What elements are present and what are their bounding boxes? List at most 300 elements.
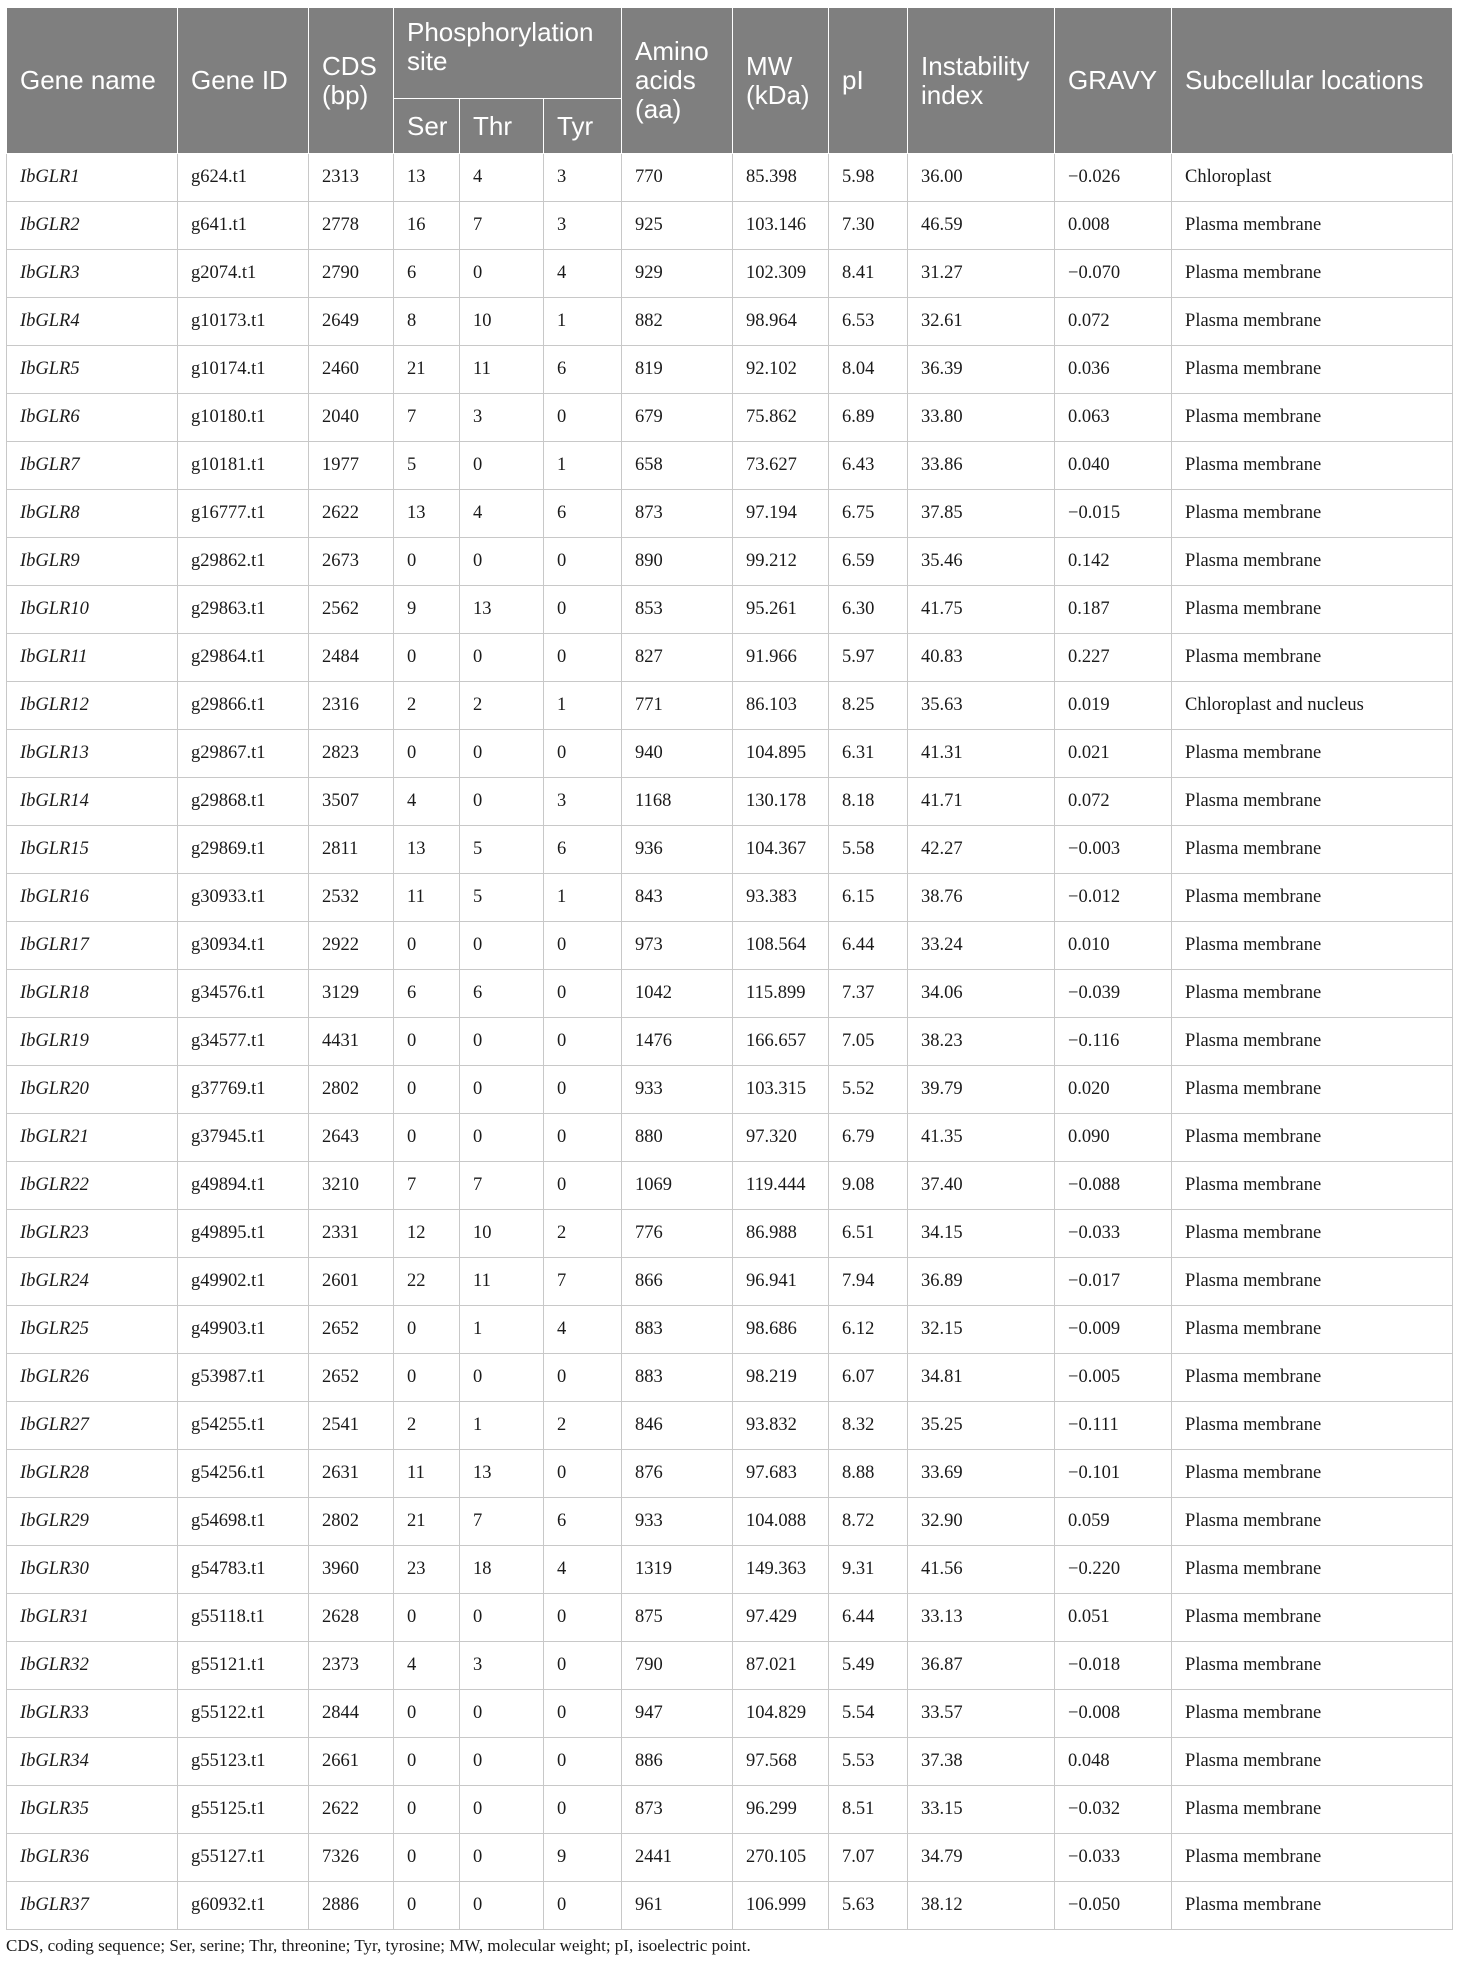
cell-molecular-weight: 103.146 [733, 202, 829, 250]
cell-gene-name: IbGLR16 [7, 874, 178, 922]
header-mw: MW (kDa) [733, 8, 829, 154]
cell-ser-count: 16 [394, 202, 460, 250]
cell-thr-count: 0 [460, 1882, 544, 1930]
cell-gene-id: g55125.t1 [178, 1786, 309, 1834]
cell-cds-length: 2790 [309, 250, 394, 298]
cell-amino-acids: 1168 [622, 778, 733, 826]
cell-amino-acids: 679 [622, 394, 733, 442]
cell-instability-index: 33.80 [908, 394, 1055, 442]
table-row [7, 1402, 1453, 1450]
header-amino-acids: Amino acids (aa) [622, 8, 733, 154]
cell-thr-count: 10 [460, 298, 544, 346]
cell-gravy: 0.048 [1055, 1738, 1172, 1786]
cell-gene-name: IbGLR17 [7, 922, 178, 970]
cell-gravy: −0.039 [1055, 970, 1172, 1018]
cell-amino-acids: 819 [622, 346, 733, 394]
cell-gravy: 0.187 [1055, 586, 1172, 634]
cell-gravy: 0.063 [1055, 394, 1172, 442]
cell-isoelectric-point: 8.32 [829, 1402, 908, 1450]
header-ser: Ser [394, 99, 460, 154]
cell-gene-id: g37945.t1 [178, 1114, 309, 1162]
cell-thr-count: 0 [460, 1018, 544, 1066]
cell-gene-id: g29866.t1 [178, 682, 309, 730]
cell-gene-name: IbGLR25 [7, 1306, 178, 1354]
cell-gene-id: g30934.t1 [178, 922, 309, 970]
cell-subcellular-location: Plasma membrane [1172, 826, 1453, 874]
cell-gravy: −0.033 [1055, 1210, 1172, 1258]
cell-molecular-weight: 87.021 [733, 1642, 829, 1690]
cell-instability-index: 35.63 [908, 682, 1055, 730]
cell-isoelectric-point: 7.94 [829, 1258, 908, 1306]
cell-isoelectric-point: 6.53 [829, 298, 908, 346]
cell-tyr-count: 0 [544, 1882, 622, 1930]
cell-molecular-weight: 75.862 [733, 394, 829, 442]
cell-instability-index: 39.79 [908, 1066, 1055, 1114]
cell-instability-index: 33.24 [908, 922, 1055, 970]
cell-instability-index: 34.06 [908, 970, 1055, 1018]
table-row [7, 682, 1453, 730]
cell-tyr-count: 0 [544, 394, 622, 442]
cell-isoelectric-point: 5.97 [829, 634, 908, 682]
cell-thr-count: 0 [460, 730, 544, 778]
cell-thr-count: 0 [460, 1690, 544, 1738]
cell-ser-count: 0 [394, 1690, 460, 1738]
cell-gene-id: g30933.t1 [178, 874, 309, 922]
cell-gene-id: g49895.t1 [178, 1210, 309, 1258]
cell-isoelectric-point: 8.51 [829, 1786, 908, 1834]
table-row [7, 1834, 1453, 1882]
cell-subcellular-location: Plasma membrane [1172, 1594, 1453, 1642]
header-phosphorylation-site: Phosphorylation site [394, 8, 622, 99]
cell-ser-count: 8 [394, 298, 460, 346]
cell-isoelectric-point: 8.72 [829, 1498, 908, 1546]
cell-gravy: 0.020 [1055, 1066, 1172, 1114]
cell-ser-count: 7 [394, 394, 460, 442]
cell-cds-length: 1977 [309, 442, 394, 490]
cell-amino-acids: 973 [622, 922, 733, 970]
cell-amino-acids: 866 [622, 1258, 733, 1306]
cell-amino-acids: 843 [622, 874, 733, 922]
cell-tyr-count: 0 [544, 1690, 622, 1738]
cell-isoelectric-point: 6.30 [829, 586, 908, 634]
cell-molecular-weight: 95.261 [733, 586, 829, 634]
cell-isoelectric-point: 7.37 [829, 970, 908, 1018]
cell-gene-name: IbGLR26 [7, 1354, 178, 1402]
cell-amino-acids: 1476 [622, 1018, 733, 1066]
cell-cds-length: 2886 [309, 1882, 394, 1930]
cell-amino-acids: 770 [622, 154, 733, 202]
cell-amino-acids: 2441 [622, 1834, 733, 1882]
cell-amino-acids: 771 [622, 682, 733, 730]
cell-gravy: −0.070 [1055, 250, 1172, 298]
cell-instability-index: 35.25 [908, 1402, 1055, 1450]
cell-isoelectric-point: 7.30 [829, 202, 908, 250]
cell-instability-index: 38.12 [908, 1882, 1055, 1930]
cell-instability-index: 41.56 [908, 1546, 1055, 1594]
header-gene-name: Gene name [7, 8, 178, 154]
cell-molecular-weight: 97.683 [733, 1450, 829, 1498]
cell-molecular-weight: 270.105 [733, 1834, 829, 1882]
cell-cds-length: 2844 [309, 1690, 394, 1738]
cell-ser-count: 0 [394, 922, 460, 970]
cell-thr-count: 5 [460, 826, 544, 874]
cell-subcellular-location: Plasma membrane [1172, 922, 1453, 970]
cell-isoelectric-point: 6.89 [829, 394, 908, 442]
cell-molecular-weight: 97.320 [733, 1114, 829, 1162]
cell-thr-count: 0 [460, 1834, 544, 1882]
cell-isoelectric-point: 5.52 [829, 1066, 908, 1114]
cell-subcellular-location: Plasma membrane [1172, 634, 1453, 682]
cell-gene-id: g624.t1 [178, 154, 309, 202]
cell-tyr-count: 0 [544, 1066, 622, 1114]
cell-tyr-count: 4 [544, 1306, 622, 1354]
cell-subcellular-location: Plasma membrane [1172, 442, 1453, 490]
cell-subcellular-location: Plasma membrane [1172, 730, 1453, 778]
cell-thr-count: 0 [460, 1594, 544, 1642]
cell-subcellular-location: Plasma membrane [1172, 346, 1453, 394]
cell-ser-count: 11 [394, 1450, 460, 1498]
cell-gene-id: g49903.t1 [178, 1306, 309, 1354]
cell-amino-acids: 776 [622, 1210, 733, 1258]
table-row [7, 1114, 1453, 1162]
cell-gravy: −0.009 [1055, 1306, 1172, 1354]
cell-gene-name: IbGLR34 [7, 1738, 178, 1786]
cell-subcellular-location: Plasma membrane [1172, 538, 1453, 586]
cell-gravy: −0.101 [1055, 1450, 1172, 1498]
cell-ser-count: 4 [394, 1642, 460, 1690]
cell-thr-count: 7 [460, 202, 544, 250]
table-body [7, 154, 1453, 1930]
cell-gravy: −0.005 [1055, 1354, 1172, 1402]
cell-gene-name: IbGLR15 [7, 826, 178, 874]
cell-gravy: −0.012 [1055, 874, 1172, 922]
cell-gene-id: g29864.t1 [178, 634, 309, 682]
cell-cds-length: 3960 [309, 1546, 394, 1594]
cell-ser-count: 9 [394, 586, 460, 634]
cell-ser-count: 0 [394, 1834, 460, 1882]
cell-molecular-weight: 104.895 [733, 730, 829, 778]
cell-gravy: −0.017 [1055, 1258, 1172, 1306]
cell-subcellular-location: Plasma membrane [1172, 1258, 1453, 1306]
cell-gene-id: g29868.t1 [178, 778, 309, 826]
cell-tyr-count: 6 [544, 346, 622, 394]
cell-gene-name: IbGLR28 [7, 1450, 178, 1498]
cell-gene-id: g10180.t1 [178, 394, 309, 442]
cell-subcellular-location: Chloroplast and nucleus [1172, 682, 1453, 730]
cell-gene-id: g29862.t1 [178, 538, 309, 586]
cell-gene-id: g54255.t1 [178, 1402, 309, 1450]
cell-ser-count: 23 [394, 1546, 460, 1594]
cell-instability-index: 33.57 [908, 1690, 1055, 1738]
cell-gene-id: g54256.t1 [178, 1450, 309, 1498]
cell-cds-length: 2484 [309, 634, 394, 682]
cell-subcellular-location: Chloroplast [1172, 154, 1453, 202]
cell-subcellular-location: Plasma membrane [1172, 1834, 1453, 1882]
cell-amino-acids: 827 [622, 634, 733, 682]
cell-gravy: −0.088 [1055, 1162, 1172, 1210]
cell-ser-count: 0 [394, 1882, 460, 1930]
table-header [7, 8, 1453, 154]
table-row [7, 346, 1453, 394]
cell-isoelectric-point: 6.12 [829, 1306, 908, 1354]
cell-gene-name: IbGLR3 [7, 250, 178, 298]
table-row [7, 1162, 1453, 1210]
cell-tyr-count: 9 [544, 1834, 622, 1882]
table-row [7, 1258, 1453, 1306]
cell-gravy: −0.116 [1055, 1018, 1172, 1066]
cell-gene-name: IbGLR22 [7, 1162, 178, 1210]
cell-thr-count: 18 [460, 1546, 544, 1594]
cell-thr-count: 10 [460, 1210, 544, 1258]
cell-cds-length: 3210 [309, 1162, 394, 1210]
cell-isoelectric-point: 8.88 [829, 1450, 908, 1498]
cell-thr-count: 0 [460, 1786, 544, 1834]
cell-gravy: −0.220 [1055, 1546, 1172, 1594]
cell-subcellular-location: Plasma membrane [1172, 1306, 1453, 1354]
cell-gene-id: g54698.t1 [178, 1498, 309, 1546]
cell-thr-count: 0 [460, 634, 544, 682]
cell-subcellular-location: Plasma membrane [1172, 1498, 1453, 1546]
cell-gene-name: IbGLR4 [7, 298, 178, 346]
cell-cds-length: 2316 [309, 682, 394, 730]
cell-tyr-count: 0 [544, 1354, 622, 1402]
cell-gene-id: g60932.t1 [178, 1882, 309, 1930]
cell-gene-id: g55118.t1 [178, 1594, 309, 1642]
cell-gravy: −0.018 [1055, 1642, 1172, 1690]
table-row [7, 826, 1453, 874]
cell-subcellular-location: Plasma membrane [1172, 1210, 1453, 1258]
cell-gene-name: IbGLR20 [7, 1066, 178, 1114]
cell-subcellular-location: Plasma membrane [1172, 1450, 1453, 1498]
cell-tyr-count: 0 [544, 1450, 622, 1498]
cell-ser-count: 0 [394, 1018, 460, 1066]
cell-amino-acids: 933 [622, 1066, 733, 1114]
table-row [7, 1210, 1453, 1258]
cell-ser-count: 11 [394, 874, 460, 922]
cell-subcellular-location: Plasma membrane [1172, 1690, 1453, 1738]
cell-cds-length: 2631 [309, 1450, 394, 1498]
cell-molecular-weight: 108.564 [733, 922, 829, 970]
cell-gravy: 0.040 [1055, 442, 1172, 490]
cell-ser-count: 0 [394, 1114, 460, 1162]
cell-isoelectric-point: 5.58 [829, 826, 908, 874]
header-gravy: GRAVY [1055, 8, 1172, 154]
cell-thr-count: 0 [460, 922, 544, 970]
cell-tyr-count: 1 [544, 442, 622, 490]
cell-subcellular-location: Plasma membrane [1172, 1738, 1453, 1786]
header-thr: Thr [460, 99, 544, 154]
cell-instability-index: 34.15 [908, 1210, 1055, 1258]
cell-ser-count: 7 [394, 1162, 460, 1210]
cell-molecular-weight: 149.363 [733, 1546, 829, 1594]
cell-gravy: 0.021 [1055, 730, 1172, 778]
cell-isoelectric-point: 5.54 [829, 1690, 908, 1738]
cell-instability-index: 32.61 [908, 298, 1055, 346]
cell-isoelectric-point: 5.49 [829, 1642, 908, 1690]
cell-tyr-count: 1 [544, 298, 622, 346]
cell-cds-length: 2622 [309, 490, 394, 538]
cell-amino-acids: 929 [622, 250, 733, 298]
cell-tyr-count: 0 [544, 586, 622, 634]
cell-amino-acids: 883 [622, 1354, 733, 1402]
cell-isoelectric-point: 7.05 [829, 1018, 908, 1066]
cell-gene-id: g34576.t1 [178, 970, 309, 1018]
cell-thr-count: 1 [460, 1402, 544, 1450]
cell-gene-name: IbGLR29 [7, 1498, 178, 1546]
cell-amino-acids: 846 [622, 1402, 733, 1450]
cell-cds-length: 4431 [309, 1018, 394, 1066]
cell-subcellular-location: Plasma membrane [1172, 778, 1453, 826]
cell-tyr-count: 0 [544, 634, 622, 682]
cell-instability-index: 38.23 [908, 1018, 1055, 1066]
cell-cds-length: 2802 [309, 1498, 394, 1546]
table-row [7, 1594, 1453, 1642]
cell-tyr-count: 1 [544, 682, 622, 730]
cell-tyr-count: 6 [544, 1498, 622, 1546]
cell-ser-count: 4 [394, 778, 460, 826]
cell-ser-count: 6 [394, 250, 460, 298]
cell-isoelectric-point: 5.98 [829, 154, 908, 202]
cell-cds-length: 2643 [309, 1114, 394, 1162]
cell-molecular-weight: 166.657 [733, 1018, 829, 1066]
cell-cds-length: 2601 [309, 1258, 394, 1306]
cell-gene-name: IbGLR27 [7, 1402, 178, 1450]
table-row [7, 1642, 1453, 1690]
cell-gravy: 0.051 [1055, 1594, 1172, 1642]
header-gene-id: Gene ID [178, 8, 309, 154]
cell-tyr-count: 4 [544, 250, 622, 298]
cell-gene-id: g37769.t1 [178, 1066, 309, 1114]
cell-instability-index: 31.27 [908, 250, 1055, 298]
cell-instability-index: 37.38 [908, 1738, 1055, 1786]
cell-cds-length: 2922 [309, 922, 394, 970]
cell-gene-id: g55122.t1 [178, 1690, 309, 1738]
cell-instability-index: 34.81 [908, 1354, 1055, 1402]
cell-gene-name: IbGLR35 [7, 1786, 178, 1834]
cell-cds-length: 3507 [309, 778, 394, 826]
cell-thr-count: 7 [460, 1498, 544, 1546]
cell-instability-index: 34.79 [908, 1834, 1055, 1882]
cell-gravy: 0.072 [1055, 298, 1172, 346]
cell-thr-count: 3 [460, 394, 544, 442]
cell-gravy: 0.059 [1055, 1498, 1172, 1546]
cell-gene-id: g53987.t1 [178, 1354, 309, 1402]
cell-thr-count: 0 [460, 250, 544, 298]
cell-subcellular-location: Plasma membrane [1172, 202, 1453, 250]
cell-molecular-weight: 73.627 [733, 442, 829, 490]
cell-gene-name: IbGLR21 [7, 1114, 178, 1162]
cell-thr-count: 0 [460, 442, 544, 490]
cell-cds-length: 2622 [309, 1786, 394, 1834]
cell-gene-name: IbGLR13 [7, 730, 178, 778]
cell-gravy: −0.015 [1055, 490, 1172, 538]
table-row [7, 1546, 1453, 1594]
gene-properties-table [6, 7, 1453, 1930]
cell-thr-count: 0 [460, 1738, 544, 1786]
cell-isoelectric-point: 9.08 [829, 1162, 908, 1210]
cell-instability-index: 38.76 [908, 874, 1055, 922]
cell-molecular-weight: 98.964 [733, 298, 829, 346]
cell-ser-count: 0 [394, 1738, 460, 1786]
cell-thr-count: 6 [460, 970, 544, 1018]
cell-cds-length: 7326 [309, 1834, 394, 1882]
table-row [7, 970, 1453, 1018]
cell-molecular-weight: 85.398 [733, 154, 829, 202]
cell-gravy: 0.227 [1055, 634, 1172, 682]
table-row [7, 394, 1453, 442]
cell-amino-acids: 1319 [622, 1546, 733, 1594]
table-row [7, 1066, 1453, 1114]
cell-subcellular-location: Plasma membrane [1172, 586, 1453, 634]
cell-cds-length: 2628 [309, 1594, 394, 1642]
header-subcellular-locations: Subcellular locations [1172, 8, 1453, 154]
table-row [7, 154, 1453, 202]
cell-instability-index: 33.15 [908, 1786, 1055, 1834]
cell-gravy: −0.111 [1055, 1402, 1172, 1450]
cell-ser-count: 13 [394, 490, 460, 538]
cell-molecular-weight: 86.988 [733, 1210, 829, 1258]
cell-instability-index: 41.31 [908, 730, 1055, 778]
cell-amino-acids: 875 [622, 1594, 733, 1642]
header-tyr: Tyr [544, 99, 622, 154]
cell-cds-length: 2649 [309, 298, 394, 346]
cell-instability-index: 35.46 [908, 538, 1055, 586]
cell-amino-acids: 880 [622, 1114, 733, 1162]
cell-instability-index: 32.90 [908, 1498, 1055, 1546]
cell-gene-name: IbGLR1 [7, 154, 178, 202]
table-row [7, 1738, 1453, 1786]
cell-thr-count: 0 [460, 778, 544, 826]
cell-molecular-weight: 103.315 [733, 1066, 829, 1114]
cell-isoelectric-point: 6.59 [829, 538, 908, 586]
cell-subcellular-location: Plasma membrane [1172, 1018, 1453, 1066]
cell-cds-length: 2532 [309, 874, 394, 922]
cell-amino-acids: 883 [622, 1306, 733, 1354]
cell-amino-acids: 882 [622, 298, 733, 346]
cell-molecular-weight: 104.088 [733, 1498, 829, 1546]
cell-isoelectric-point: 6.43 [829, 442, 908, 490]
cell-cds-length: 2673 [309, 538, 394, 586]
cell-cds-length: 2661 [309, 1738, 394, 1786]
cell-instability-index: 40.83 [908, 634, 1055, 682]
cell-cds-length: 2652 [309, 1306, 394, 1354]
cell-instability-index: 36.00 [908, 154, 1055, 202]
cell-ser-count: 0 [394, 634, 460, 682]
cell-ser-count: 0 [394, 1354, 460, 1402]
cell-instability-index: 36.89 [908, 1258, 1055, 1306]
cell-subcellular-location: Plasma membrane [1172, 1642, 1453, 1690]
cell-molecular-weight: 96.299 [733, 1786, 829, 1834]
cell-tyr-count: 0 [544, 730, 622, 778]
cell-instability-index: 33.13 [908, 1594, 1055, 1642]
cell-gene-id: g29867.t1 [178, 730, 309, 778]
table-row [7, 1306, 1453, 1354]
cell-instability-index: 33.86 [908, 442, 1055, 490]
cell-gene-id: g49902.t1 [178, 1258, 309, 1306]
cell-ser-count: 0 [394, 730, 460, 778]
cell-instability-index: 41.75 [908, 586, 1055, 634]
cell-tyr-count: 3 [544, 154, 622, 202]
cell-subcellular-location: Plasma membrane [1172, 1546, 1453, 1594]
table-row [7, 586, 1453, 634]
cell-gravy: 0.090 [1055, 1114, 1172, 1162]
cell-gene-name: IbGLR18 [7, 970, 178, 1018]
header-row-1 [7, 8, 1453, 99]
cell-isoelectric-point: 6.07 [829, 1354, 908, 1402]
cell-gravy: 0.008 [1055, 202, 1172, 250]
cell-gene-name: IbGLR33 [7, 1690, 178, 1738]
cell-tyr-count: 4 [544, 1546, 622, 1594]
